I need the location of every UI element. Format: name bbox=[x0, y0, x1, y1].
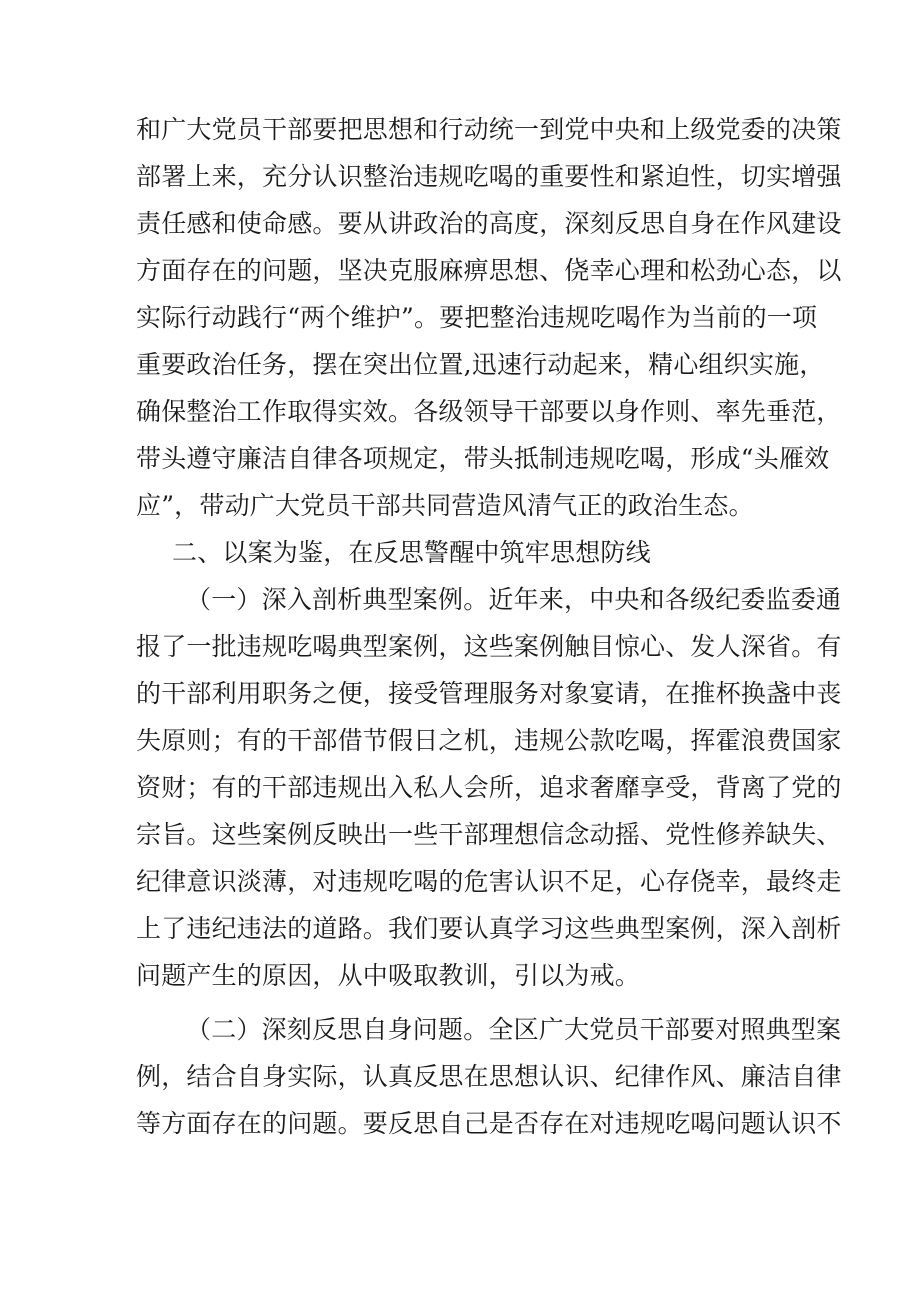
paragraph-line: 报了一批违规吃喝典型案例，这些案例触目惊心、发人深省。有 bbox=[136, 632, 842, 661]
paragraph-line: 资财；有的干部违规出入私人会所，追求奢靡享受，背离了党的 bbox=[136, 773, 842, 802]
paragraph-line: 确保整治工作取得实效。各级领导干部要以身作则、率先垂范， bbox=[136, 397, 842, 426]
paragraph-line: 例，结合自身实际，认真反思在思想认识、纪律作风、廉洁自律 bbox=[136, 1062, 842, 1091]
paragraph-line: 应”，带动广大党员干部共同营造风清气正的政治生态。 bbox=[136, 491, 754, 520]
paragraph-line: 方面存在的问题，坚决克服麻痹思想、侥幸心理和松劲心态，以 bbox=[136, 256, 842, 285]
paragraph-line: 带头遵守廉洁自律各项规定，带头抵制违规吃喝，形成“头雁效 bbox=[136, 444, 830, 473]
paragraph-line: 纪律意识淡薄，对违规吃喝的危害认识不足，心存侥幸，最终走 bbox=[136, 867, 842, 896]
subsection-heading-line: （一）深入剖析典型案例。近年来，中央和各级纪委监委通 bbox=[186, 585, 842, 614]
paragraph-line: 的干部利用职务之便，接受管理服务对象宴请，在推杯换盏中丧 bbox=[136, 679, 842, 708]
paragraph-line: 宗旨。这些案例反映出一些干部理想信念动摇、党性修养缺失、 bbox=[136, 820, 842, 849]
paragraph-line: 问题产生的原因，从中吸取教训，引以为戒。 bbox=[136, 961, 641, 990]
paragraph-line: 失原则；有的干部借节假日之机，违规公款吃喝，挥霍浪费国家 bbox=[136, 726, 842, 755]
paragraph-line: 等方面存在的问题。要反思自己是否存在对违规吃喝问题认识不 bbox=[136, 1109, 842, 1138]
paragraph-line: 重要政治任务，摆在突出位置,迅速行动起来，精心组织实施， bbox=[136, 350, 825, 379]
subsection-heading-line: （二）深刻反思自身问题。全区广大党员干部要对照典型案 bbox=[186, 1015, 842, 1044]
paragraph-line: 上了违纪违法的道路。我们要认真学习这些典型案例，深入剖析 bbox=[136, 914, 842, 943]
section-heading: 二、以案为鉴，在反思警醒中筑牢思想防线 bbox=[172, 538, 651, 567]
paragraph-line: 实际行动践行“两个维护”。要把整治违规吃喝作为当前的一项 bbox=[136, 303, 818, 332]
paragraph-line: 责任感和使命感。要从讲政治的高度，深刻反思自身在作风建设 bbox=[136, 209, 842, 238]
paragraph-line: 部署上来，充分认识整治违规吃喝的重要性和紧迫性，切实增强 bbox=[136, 162, 842, 191]
paragraph-line: 和广大党员干部要把思想和行动统一到党中央和上级党委的决策 bbox=[136, 115, 842, 144]
